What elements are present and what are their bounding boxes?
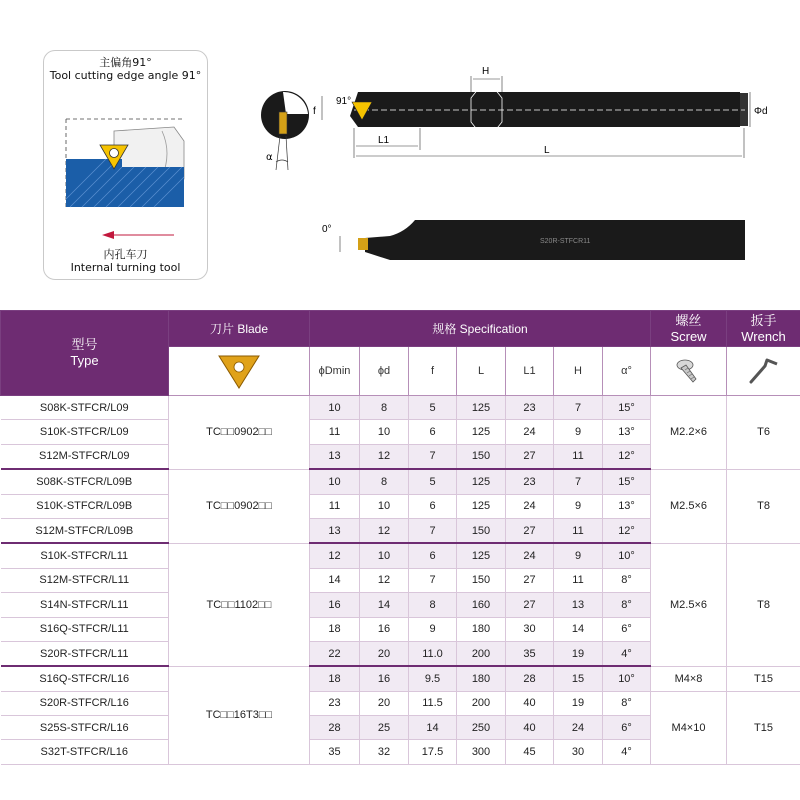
alpha-cell: 8° [603, 568, 651, 592]
d-cell: 16 [360, 666, 409, 691]
h-cell: 9 [554, 494, 603, 518]
l-cell: 125 [457, 469, 506, 494]
model-cell: S12M-STFCR/L09 [1, 444, 169, 469]
l1-cell: 35 [506, 641, 554, 666]
l1-cell: 27 [506, 444, 554, 469]
type-header-en: Type [70, 353, 99, 368]
screw-icon-cell [651, 347, 727, 396]
cutting-angle-title-cn: 主偏角91° [99, 56, 152, 69]
l1-cell: 27 [506, 593, 554, 617]
model-cell: S16Q-STFCR/L11 [1, 617, 169, 641]
dmin-cell: 18 [310, 617, 360, 641]
h-cell: 11 [554, 518, 603, 543]
wrench-cell: T8 [727, 469, 800, 543]
alpha-cell: 10° [603, 666, 651, 691]
l-cell: 150 [457, 568, 506, 592]
l-cell: 200 [457, 641, 506, 666]
f-cell: 6 [409, 494, 457, 518]
alpha-cell: 8° [603, 691, 651, 715]
dmin-cell: 13 [310, 444, 360, 469]
triangle-insert-icon [216, 352, 262, 390]
wrench-cell: T15 [727, 691, 800, 764]
model-cell: S08K-STFCR/L09 [1, 396, 169, 420]
l-cell: 125 [457, 494, 506, 518]
blade-header: 刀片 Blade [169, 311, 310, 347]
d-cell: 25 [360, 716, 409, 740]
l-cell: 150 [457, 518, 506, 543]
f-cell: 5 [409, 469, 457, 494]
info-title [44, 51, 207, 82]
l1-label: L1 [378, 135, 390, 146]
dmin-cell: 12 [310, 543, 360, 568]
d-cell: 14 [360, 593, 409, 617]
alpha-cell: 15° [603, 469, 651, 494]
l-cell: 160 [457, 593, 506, 617]
d-cell: 12 [360, 568, 409, 592]
alpha-cell: 6° [603, 617, 651, 641]
d-cell: 16 [360, 617, 409, 641]
dmin-cell: 22 [310, 641, 360, 666]
blade-cell: TC□□1102□□ [169, 543, 310, 666]
f-cell: 9 [409, 617, 457, 641]
l-cell: 125 [457, 420, 506, 444]
h-cell: 13 [554, 593, 603, 617]
h-label: H [482, 66, 490, 77]
f-cell: 7 [409, 518, 457, 543]
l1-cell: 45 [506, 740, 554, 764]
internal-turning-cn: 内孔车刀 [103, 248, 148, 261]
h-cell: 11 [554, 568, 603, 592]
internal-turning-en: Internal turning tool [70, 261, 181, 274]
screw-cell: M2.5×6 [651, 543, 727, 666]
d-cell: 8 [360, 469, 409, 494]
l-cell: 180 [457, 666, 506, 691]
info-bottom-caption [44, 248, 207, 274]
h-cell: 14 [554, 617, 603, 641]
d-cell: 10 [360, 494, 409, 518]
h-cell: 9 [554, 543, 603, 568]
side-view-bottom [322, 220, 745, 260]
spec-table [0, 310, 800, 765]
wrench-header-en: Wrench [741, 328, 786, 344]
screw-icon [674, 356, 704, 386]
alpha-cell: 6° [603, 716, 651, 740]
l-cell: 200 [457, 691, 506, 715]
alpha-cell: 15° [603, 396, 651, 420]
model-cell: S20R-STFCR/L16 [1, 691, 169, 715]
col-dmin: ϕDmin [310, 347, 360, 396]
screw-cell: M4×10 [651, 691, 727, 764]
f-cell: 7 [409, 444, 457, 469]
f-cell: 5 [409, 396, 457, 420]
angle-top-label: 91° [336, 96, 352, 107]
angle-side-label: 0° [322, 224, 332, 235]
blade-cell: TC□□0902□□ [169, 396, 310, 470]
wrench-header [727, 311, 800, 347]
tool-info-box [43, 50, 208, 280]
model-cell: S12M-STFCR/L11 [1, 568, 169, 592]
h-cell: 19 [554, 641, 603, 666]
f-cell: 17.5 [409, 740, 457, 764]
model-cell: S10K-STFCR/L09B [1, 494, 169, 518]
h-cell: 11 [554, 444, 603, 469]
l-cell: 180 [457, 617, 506, 641]
col-alpha: α° [603, 347, 651, 396]
alpha-label: α [266, 152, 273, 163]
h-cell: 30 [554, 740, 603, 764]
d-cell: 10 [360, 420, 409, 444]
d-cell: 20 [360, 641, 409, 666]
l1-cell: 24 [506, 420, 554, 444]
dmin-cell: 10 [310, 469, 360, 494]
h-cell: 7 [554, 396, 603, 420]
screw-cell: M4×8 [651, 666, 727, 691]
h-cell: 19 [554, 691, 603, 715]
l-cell: 125 [457, 543, 506, 568]
l1-cell: 28 [506, 666, 554, 691]
l1-cell: 24 [506, 494, 554, 518]
col-d: ϕd [360, 347, 409, 396]
blade-cell: TC□□16T3□□ [169, 666, 310, 764]
l1-cell: 27 [506, 568, 554, 592]
l1-cell: 27 [506, 518, 554, 543]
d-cell: 20 [360, 691, 409, 715]
h-cell: 9 [554, 420, 603, 444]
model-cell: S12M-STFCR/L09B [1, 518, 169, 543]
model-cell: S25S-STFCR/L16 [1, 716, 169, 740]
dmin-cell: 11 [310, 420, 360, 444]
model-cell: S20R-STFCR/L11 [1, 641, 169, 666]
h-cell: 24 [554, 716, 603, 740]
wrench-cell: T15 [727, 666, 800, 691]
side-view-top [313, 66, 768, 158]
col-h: H [554, 347, 603, 396]
l-cell: 300 [457, 740, 506, 764]
alpha-cell: 8° [603, 593, 651, 617]
f-cell: 7 [409, 568, 457, 592]
l1-cell: 24 [506, 543, 554, 568]
screw-header [651, 311, 727, 347]
blade-cell: TC□□0902□□ [169, 469, 310, 543]
col-l1: L1 [506, 347, 554, 396]
f-cell: 14 [409, 716, 457, 740]
h-cell: 7 [554, 469, 603, 494]
alpha-cell: 13° [603, 420, 651, 444]
model-cell: S14N-STFCR/L11 [1, 593, 169, 617]
model-cell: S10K-STFCR/L09 [1, 420, 169, 444]
l-label: L [544, 145, 550, 156]
f-cell: 11.0 [409, 641, 457, 666]
dmin-cell: 14 [310, 568, 360, 592]
dmin-cell: 10 [310, 396, 360, 420]
f-cell: 6 [409, 420, 457, 444]
alpha-cell: 4° [603, 641, 651, 666]
alpha-cell: 4° [603, 740, 651, 764]
l-cell: 150 [457, 444, 506, 469]
screw-cell: M2.5×6 [651, 469, 727, 543]
end-view [261, 91, 309, 170]
wrench-icon [747, 356, 781, 386]
alpha-cell: 12° [603, 518, 651, 543]
wrench-cell: T6 [727, 396, 800, 470]
screw-cell: M2.2×6 [651, 396, 727, 470]
spec-header: 规格 Specification [310, 311, 651, 347]
dmin-cell: 23 [310, 691, 360, 715]
d-cell: 10 [360, 543, 409, 568]
model-cell: S32T-STFCR/L16 [1, 740, 169, 764]
type-header-cn: 型号 [71, 337, 98, 352]
dmin-cell: 28 [310, 716, 360, 740]
alpha-cell: 13° [603, 494, 651, 518]
dmin-cell: 35 [310, 740, 360, 764]
wrench-header-cn: 扳手 [750, 312, 777, 328]
phi-d-label: Φd [754, 106, 768, 117]
type-header [1, 311, 169, 396]
l1-cell: 40 [506, 716, 554, 740]
model-cell: S16Q-STFCR/L16 [1, 666, 169, 691]
h-cell: 15 [554, 666, 603, 691]
dmin-cell: 18 [310, 666, 360, 691]
model-cell: S10K-STFCR/L11 [1, 543, 169, 568]
l1-cell: 40 [506, 691, 554, 715]
screw-header-cn: 螺丝 [675, 312, 702, 328]
tool-dimension-drawing [250, 40, 800, 310]
dmin-cell: 13 [310, 518, 360, 543]
f-label: f [313, 106, 316, 117]
dmin-cell: 11 [310, 494, 360, 518]
d-cell: 12 [360, 444, 409, 469]
d-cell: 12 [360, 518, 409, 543]
col-f: f [409, 347, 457, 396]
col-l: L [457, 347, 506, 396]
alpha-cell: 10° [603, 543, 651, 568]
f-cell: 9.5 [409, 666, 457, 691]
cutting-angle-title-en: Tool cutting edge angle 91° [49, 69, 202, 82]
l1-cell: 23 [506, 469, 554, 494]
f-cell: 8 [409, 593, 457, 617]
model-cell: S08K-STFCR/L09B [1, 469, 169, 494]
d-cell: 8 [360, 396, 409, 420]
alpha-cell: 12° [603, 444, 651, 469]
l-cell: 125 [457, 396, 506, 420]
wrench-icon-cell [727, 347, 800, 396]
screw-header-en: Screw [670, 328, 707, 344]
f-cell: 6 [409, 543, 457, 568]
d-cell: 32 [360, 740, 409, 764]
dmin-cell: 16 [310, 593, 360, 617]
bar-marking: S20R-STFCR11 [540, 238, 591, 245]
wrench-cell: T8 [727, 543, 800, 666]
f-cell: 11.5 [409, 691, 457, 715]
l1-cell: 23 [506, 396, 554, 420]
l-cell: 250 [457, 716, 506, 740]
l1-cell: 30 [506, 617, 554, 641]
internal-turning-diagram [44, 89, 207, 259]
blade-insert-cell [169, 347, 310, 396]
